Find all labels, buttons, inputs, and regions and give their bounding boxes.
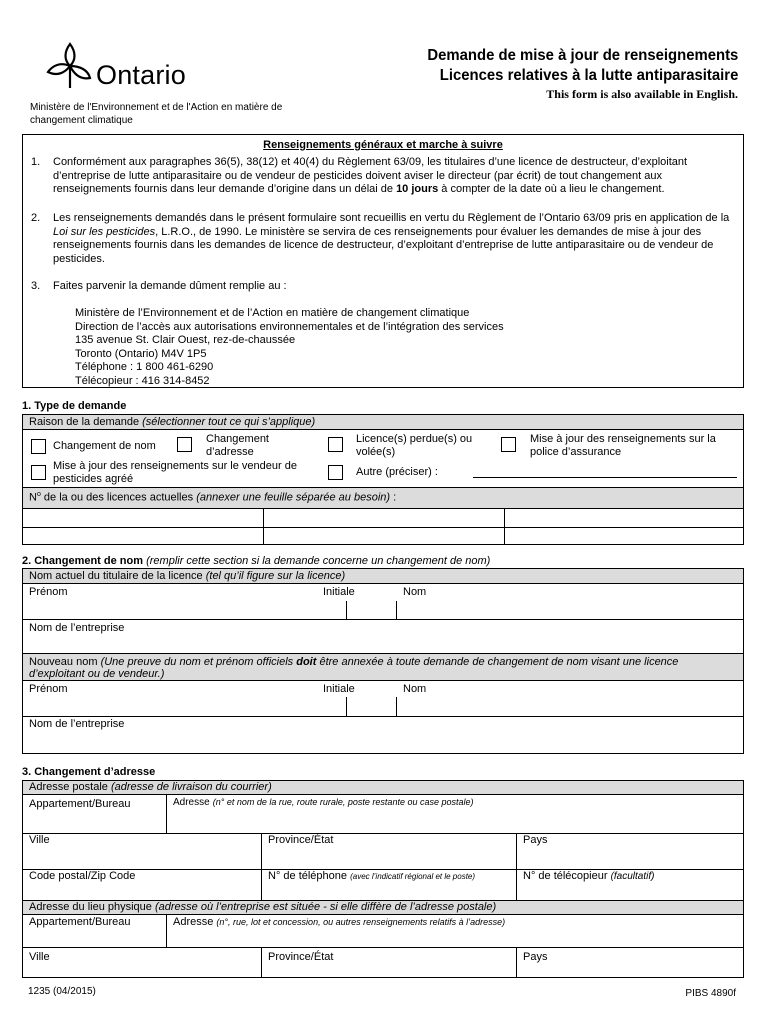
postal-street-input[interactable]	[167, 811, 743, 833]
new-first-name-input[interactable]	[23, 696, 345, 716]
instruction-item-2: 2. Les renseignements demandés dans le présent formulaire sont recueillis en vertu du Règlement de l’Ontario 63/09 pris en application de la Loi sur les pesticides, L.R.O., de 1990. Le ministère se servira de ces renseignements pour évaluer les demandes de mise à jour des renseignements fournis dans les demandes de licence de destructeur, d’exploitant d’entreprise de lutte antiparasitaire ou de vendeur de pesticides.	[31, 212, 730, 265]
physical-country-input[interactable]	[517, 964, 743, 977]
fax-input[interactable]	[517, 883, 743, 900]
physical-address-label: Adresse du lieu physique (adresse où l’entreprise est située - si elle diffère de l’adresse postale)	[29, 901, 497, 913]
licence-number-input-2[interactable]	[264, 509, 504, 527]
option-other: Autre (préciser) :	[356, 466, 438, 478]
current-initial-input[interactable]	[347, 599, 395, 619]
other-specify-input[interactable]	[473, 477, 737, 478]
mailing-address-block: Ministère de l’Environnement et de l’Action en matière de changement climatique Direction de l’accès aux autorisations environnementales et de l’intégration des services 135 avenue St. Clair Ouest, rez-de-chaussée Toronto (Ontario) M4V 1P5 Téléphone : 1 800 461-6290 Télécopieur : 416 314-8452	[75, 307, 504, 387]
checkbox-insurance-update[interactable]	[501, 437, 516, 452]
licence-number-input-5[interactable]	[264, 528, 504, 545]
postal-country-label: Pays	[523, 834, 548, 846]
current-company-label: Nom de l’entreprise	[29, 622, 125, 634]
logo-wordmark: Ontario	[96, 60, 186, 90]
section-3-table	[22, 780, 744, 978]
instruction-item-1: 1. Conformément aux paragraphes 36(5), 38(12) et 40(4) du Règlement 63/09, les titulaires d’une licence de destructeur, d’exploitant d’entreprise de lutte antiparasitaire ou de vendeur de pesticides doivent aviser le directeur (par écrit) de tout changement aux renseignements fournis dans leur demande d’origine dans un délai de 10 jours à compter de la date où a lieu le changement.	[31, 156, 688, 195]
title-line-2: Licences relatives à la lutte antiparasitaire	[439, 67, 738, 84]
physical-country-label: Pays	[523, 951, 548, 963]
instruction-item-3: 3. Faites parvenir la demande dûment remplie au :	[31, 280, 287, 292]
physical-province-label: Province/État	[268, 951, 334, 963]
physical-province-input[interactable]	[262, 964, 515, 977]
phone-label: N° de téléphone (avec l’indicatif régional et le poste)	[268, 870, 476, 882]
checkbox-other[interactable]	[328, 465, 343, 480]
postal-province-label: Province/État	[268, 834, 334, 846]
postal-country-input[interactable]	[517, 847, 743, 869]
new-first-name-label: Prénom	[29, 683, 68, 695]
postal-apt-input[interactable]	[23, 811, 165, 833]
english-availability-note: This form is also available in English.	[546, 87, 738, 101]
licence-number-input-4[interactable]	[23, 528, 263, 545]
current-first-name-label: Prénom	[29, 586, 68, 598]
postal-code-input[interactable]	[23, 883, 260, 900]
checkbox-vendor-update[interactable]	[31, 465, 46, 480]
option-insurance-update: Mise à jour des renseignements sur la police d’assurance	[530, 433, 716, 458]
checkbox-name-change[interactable]	[31, 439, 46, 454]
licence-number-input-6[interactable]	[505, 528, 743, 545]
section-1-table	[22, 414, 744, 545]
new-initial-input[interactable]	[347, 696, 395, 716]
new-company-label: Nom de l’entreprise	[29, 718, 125, 730]
trillium-icon	[44, 40, 96, 92]
ontario-logo	[44, 40, 204, 95]
new-company-input[interactable]	[23, 731, 743, 753]
reason-label: Raison de la demande (sélectionner tout ce qui s’applique)	[29, 416, 316, 428]
new-initial-label: Initiale	[323, 683, 355, 695]
physical-city-input[interactable]	[23, 964, 260, 977]
physical-address-line-label: Adresse (n°, rue, lot et concession, ou autres renseignements relatifs à l’adresse)	[173, 916, 506, 928]
postal-address-label: Adresse postale (adresse de livraison du courrier)	[29, 781, 272, 793]
new-last-name-input[interactable]	[397, 696, 743, 716]
licence-number-input-1[interactable]	[23, 509, 263, 527]
licence-number-label: $N^o$ de la ou des licences actuelles (annexer une feuille séparée au besoin) :	[29, 491, 397, 504]
section-3-title: 3. Changement d’adresse	[22, 766, 156, 778]
current-first-name-input[interactable]	[23, 599, 345, 619]
option-vendor-update: Mise à jour des renseignements sur le vendeur de pesticides agréé	[53, 460, 297, 485]
option-address-change: Changement d’adresse	[206, 433, 269, 458]
title-line-1: Demande de mise à jour de renseignements	[427, 47, 738, 64]
current-last-name-input[interactable]	[397, 599, 743, 619]
checkbox-lost-licence[interactable]	[328, 437, 343, 452]
postal-address-line-label: Adresse (n° et nom de la rue, route rurale, poste restante ou case postale)	[173, 797, 474, 808]
physical-apt-label: Appartement/Bureau	[29, 916, 131, 928]
option-lost-licence: Licence(s) perdue(s) ou volée(s)	[356, 433, 473, 458]
physical-apt-input[interactable]	[23, 929, 165, 947]
current-last-name-label: Nom	[403, 586, 427, 598]
ministry-name: Ministère de l'Environnement et de l'Action en matière de changement climatique	[30, 102, 283, 126]
postal-code-label: Code postal/Zip Code	[29, 870, 136, 882]
general-info-box	[22, 134, 744, 388]
postal-city-label: Ville	[29, 834, 50, 846]
postal-province-input[interactable]	[262, 847, 515, 869]
current-company-input[interactable]	[23, 635, 743, 653]
new-name-label: Nouveau nom (Une preuve du nom et prénom officiels doit être annexée à toute demande de changement de nom visant une licence d’exploitant ou de vendeur.)	[29, 656, 679, 680]
fax-label: N° de télécopieur (facultatif)	[523, 870, 655, 882]
postal-city-input[interactable]	[23, 847, 260, 869]
option-name-change: Changement de nom	[53, 440, 156, 452]
physical-city-label: Ville	[29, 951, 50, 963]
general-info-heading: Renseignements généraux et marche à suivre	[263, 139, 503, 151]
form-title	[427, 46, 738, 86]
licence-number-input-3[interactable]	[505, 509, 743, 527]
new-last-name-label: Nom	[403, 683, 427, 695]
checkbox-address-change[interactable]	[177, 437, 192, 452]
physical-street-input[interactable]	[167, 929, 743, 947]
phone-input[interactable]	[262, 883, 515, 900]
section-1-title: 1. Type de demande	[22, 400, 127, 412]
pibs-number: PIBS 4890f	[685, 988, 736, 999]
section-2-table	[22, 568, 744, 754]
postal-apt-label: Appartement/Bureau	[29, 798, 131, 810]
section-2-title: 2. Changement de nom (remplir cette section si la demande concerne un changement de nom)	[22, 555, 491, 567]
current-name-label: Nom actuel du titulaire de la licence (tel qu’il figure sur la licence)	[29, 570, 346, 582]
form-number: 1235 (04/2015)	[28, 986, 96, 997]
current-initial-label: Initiale	[323, 586, 355, 598]
